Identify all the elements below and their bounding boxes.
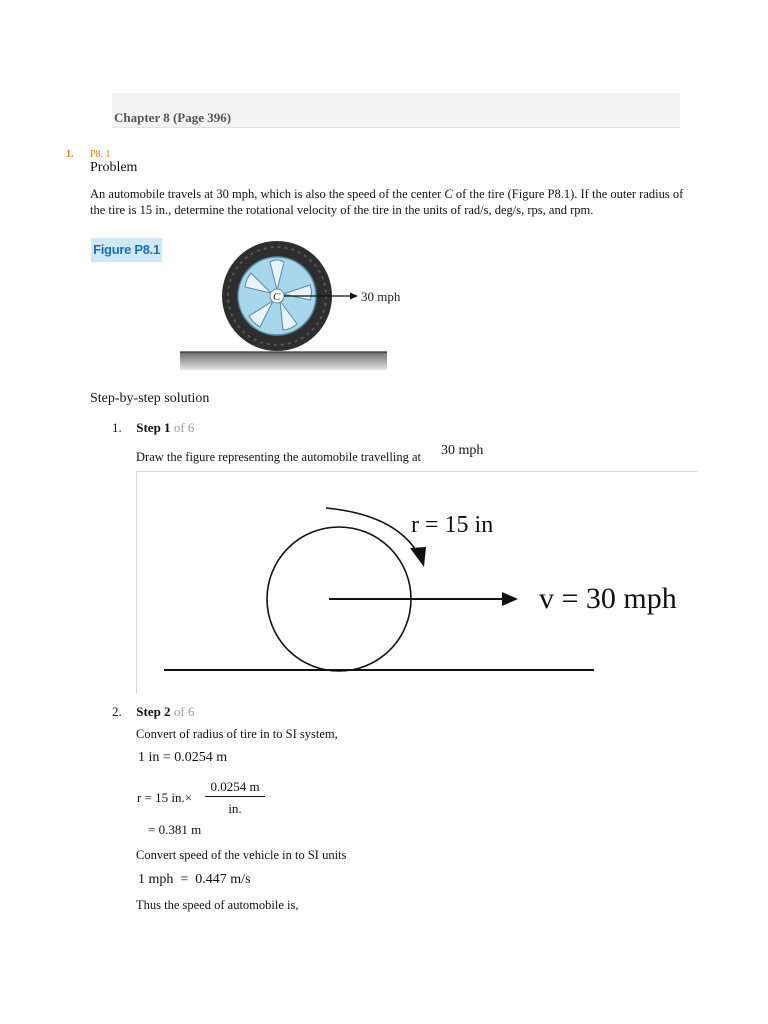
thus-text: Thus the speed of automobile is, bbox=[136, 898, 299, 912]
step-1-text: Draw the figure representing the automobile travelling at bbox=[136, 450, 421, 464]
center-label: C bbox=[273, 291, 281, 303]
conversion-eq-4: 1 mph = 0.447 m/s bbox=[138, 872, 251, 887]
rotation-arc bbox=[326, 508, 420, 557]
conversion-eq-3: = 0.381 m bbox=[148, 822, 202, 837]
step-label: Step 2 bbox=[136, 704, 171, 719]
question-number: 1. bbox=[66, 149, 74, 160]
step-2-header bbox=[112, 704, 194, 720]
step-1-figure bbox=[136, 471, 696, 693]
step-of-total: of 6 bbox=[173, 420, 195, 435]
step-1-speed: 30 mph bbox=[441, 443, 484, 458]
step-label: Step 1 bbox=[136, 420, 171, 435]
velocity-arrowhead bbox=[350, 293, 358, 300]
velocity-arrowhead bbox=[502, 592, 518, 606]
velocity-label: v = 30 mph bbox=[539, 582, 677, 615]
step-2-text: Convert of radius of tire in to SI system, bbox=[136, 727, 338, 741]
problem-heading: Problem bbox=[90, 160, 138, 175]
problem-center-c: C bbox=[444, 187, 453, 201]
speed-label: 30 mph bbox=[361, 289, 401, 304]
chapter-title: Chapter 8 (Page 396) bbox=[114, 110, 232, 125]
conversion-eq-2-lhs: r = 15 in.× bbox=[137, 790, 193, 805]
rotation-arrowhead bbox=[410, 547, 426, 567]
step-index: 1. bbox=[112, 420, 122, 435]
conversion-eq-2-numerator: 0.0254 m bbox=[205, 779, 265, 797]
step-of-total: of 6 bbox=[173, 704, 195, 719]
ground-surface bbox=[180, 352, 387, 370]
conversion-eq-2-denominator: in. bbox=[228, 801, 242, 816]
figure-label: Figure P8.1 bbox=[91, 238, 162, 262]
radius-label: r = 15 in bbox=[411, 512, 494, 538]
solution-heading: Step-by-step solution bbox=[90, 391, 210, 406]
problem-text-part: of the tire (Figure P8.1). If the outer radius of the tire is 15 in., determine the rotational velocity of the tire in the units of rad/s, deg/s, rps, and rpm. bbox=[90, 187, 684, 217]
speed-conversion-text: Convert speed of the vehicle in to SI units bbox=[136, 848, 347, 862]
chapter-header bbox=[112, 93, 680, 128]
problem-id[interactable]: P8. 1 bbox=[90, 149, 111, 160]
conversion-eq-1: 1 in = 0.0254 m bbox=[138, 750, 228, 765]
problem-text-part: An automobile travels at 30 mph, which is also the speed of the center bbox=[90, 187, 445, 201]
problem-statement bbox=[90, 186, 690, 218]
step-1-header bbox=[112, 420, 194, 436]
step-index: 2. bbox=[112, 704, 122, 719]
tire-figure bbox=[172, 238, 412, 373]
